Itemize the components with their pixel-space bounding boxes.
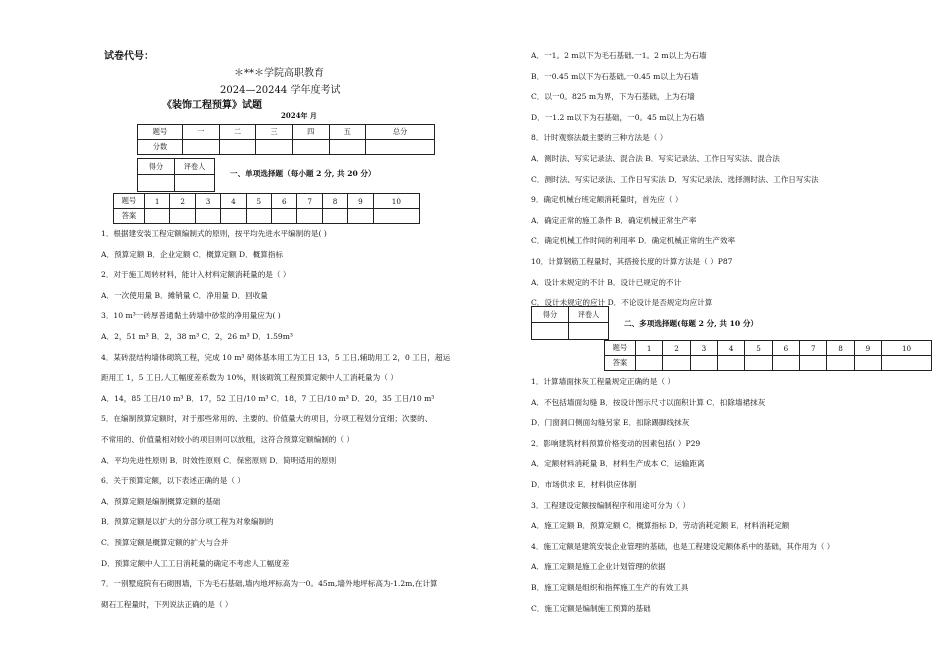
question-line: D．一1.2 m以下为石基础，一0。45 m以上为石墙 [531, 112, 705, 122]
question-line: 8．计时观察法最主要的三种方法是（ ） [531, 133, 668, 143]
question-line: 10．计算钢筋工程量时，其搭接长度的计算方法是（ ）P87 [531, 257, 733, 266]
answer-input-cell[interactable] [882, 356, 932, 371]
answer-cell: 5 [246, 194, 271, 209]
score-cell: 四 [292, 125, 329, 140]
question-line: A．14，85 工日/10 m³ B．17，52 工日/10 m³ C．18，7 工日/10 m³ D．20，35 工日/10 m³ [101, 393, 435, 403]
answer-input-cell[interactable] [745, 356, 772, 371]
question-line: A．一次使用量 B．摊销量 C．净用量 D．回收量 [101, 290, 268, 300]
grader-label: 得分 [532, 307, 569, 323]
question-line: C．设计未规定的应计 D．不论设计是否规定均应计算 [531, 298, 713, 308]
score-input-cell[interactable] [366, 140, 435, 155]
answer-cell: 4 [221, 194, 246, 209]
answer-input-cell[interactable] [827, 356, 854, 371]
answer-input-cell[interactable] [373, 209, 419, 224]
answer-input-cell[interactable] [800, 356, 827, 371]
score-cell: 题号 [138, 125, 183, 140]
answer-table-2 [604, 340, 932, 371]
answer-table-1 [113, 193, 420, 224]
answer-table-answer-row [605, 356, 932, 371]
question-line: C．施工定额是编制施工预算的基础 [531, 603, 651, 613]
answer-table-header-row [114, 194, 420, 209]
answer-cell: 3 [690, 341, 717, 356]
question-line: 7．一别墅庭院有石砌围墙，下为毛石基础,墙内地坪标高为一0。45m,墙外地坪标高为-1.2m,在计算 [101, 579, 438, 589]
answer-input-cell[interactable] [246, 209, 271, 224]
grader-input-cell[interactable] [569, 323, 609, 340]
grader-label: 得分 [138, 159, 175, 175]
score-cell: 分数 [138, 140, 183, 155]
answer-cell: 7 [297, 194, 322, 209]
answer-input-cell[interactable] [718, 356, 745, 371]
answer-cell: 2 [170, 194, 195, 209]
question-line: 2．影响建筑材料预算价格变动的因素包括( ）P29 [531, 438, 701, 448]
answer-cell: 6 [272, 194, 297, 209]
question-line: 距用工 1，5 工日,人工幅度差系数为 10%，则该砌筑工程预算定额中人工消耗量为（ ） [101, 373, 398, 383]
score-input-cell[interactable] [219, 140, 256, 155]
question-line: 砌石工程量时，下列说法正确的是（ ） [101, 599, 233, 609]
answer-cell: 1 [636, 341, 663, 356]
question-line: 6．关于预算定额，以下表述正确的是（ ） [101, 476, 245, 486]
answer-input-cell[interactable] [221, 209, 246, 224]
exam-year: 2024—20244 学年度考试 [220, 85, 341, 96]
grader-box-2 [531, 306, 609, 340]
grader-input-cell[interactable] [138, 175, 175, 192]
grader-box-1 [137, 158, 215, 192]
question-line: C．确定机械工作时间的利用率 D．确定机械正常的生产效率 [531, 236, 736, 246]
answer-table-header-row [605, 341, 932, 356]
score-cell: 五 [329, 125, 366, 140]
question-line: 4．施工定额是建筑安装企业管理的基础，也是工程建设定额体系中的基础，其作用为（ ） [531, 541, 835, 551]
answer-input-cell[interactable] [772, 356, 799, 371]
question-line: 3．工程建设定额按编制程序和用途可分为（ ） [531, 500, 691, 510]
answer-cell: 1 [145, 194, 170, 209]
answer-input-cell[interactable] [170, 209, 195, 224]
answer-cell: 4 [718, 341, 745, 356]
answer-cell: 9 [854, 341, 881, 356]
score-cell: 三 [256, 125, 293, 140]
answer-input-cell[interactable] [663, 356, 690, 371]
answer-cell: 5 [745, 341, 772, 356]
answer-cell: 题号 [114, 194, 145, 209]
question-line: 1．计算墙面抹灰工程量规定正确的是（ ） [531, 377, 675, 386]
answer-input-cell[interactable] [348, 209, 373, 224]
question-line: A．一1。2 m以下为毛石基础,一1。2 m以上为石墙 [531, 51, 707, 60]
answer-cell: 2 [663, 341, 690, 356]
paper-code-label: 试卷代号： [104, 51, 154, 62]
answer-input-cell[interactable] [636, 356, 663, 371]
question-line: A．定额材料消耗量 B．材料生产成本 C．运输距离 [531, 459, 705, 469]
page-title: 《装饰工程预算》试题 [162, 100, 262, 111]
answer-cell: 答案 [114, 209, 145, 224]
score-input-cell[interactable] [183, 140, 220, 155]
question-line: C．预算定额是概算定额的扩大与合并 [101, 538, 229, 547]
exam-date: 2024年 月 [281, 111, 317, 120]
question-line: A．预算定额是编制概算定额的基础 [101, 496, 221, 506]
answer-cell: 3 [195, 194, 220, 209]
question-line: D．门窗洞口侧面勾缝另家 E．扣除踢脚线抹灰 [531, 418, 690, 428]
answer-input-cell[interactable] [854, 356, 881, 371]
question-line: 4．某砖混结构墙体砌筑工程，完成 10 m³ 砌体基本用工为工日 13，5 工日,辅助用工 2，0 工日，超运 [101, 352, 451, 362]
score-cell: 二 [219, 125, 256, 140]
answer-table-answer-row [114, 209, 420, 224]
answer-input-cell[interactable] [272, 209, 297, 224]
score-input-cell[interactable] [329, 140, 366, 155]
section1-title: 一、单项选择题（每小题 2 分, 共 20 分） [230, 169, 376, 178]
question-line: 1．根据建安装工程定额编制式的原则，按平均先进水平编制的是( ) [101, 229, 327, 238]
grader-label: 评卷人 [569, 307, 609, 323]
answer-cell: 8 [827, 341, 854, 356]
question-line: 9．确定机械台班定额消耗量时，首先应（ ） [531, 195, 683, 205]
answer-input-cell[interactable] [297, 209, 322, 224]
answer-cell: 7 [800, 341, 827, 356]
score-table [137, 124, 435, 155]
question-line: 2．对于施工周转材料，能计入材料定额消耗量的是（ ） [101, 270, 291, 280]
question-line: A．预算定额 B．企业定额 C．概算定额 D．概算指标 [101, 249, 284, 259]
question-line: A．不包括墙面勾缝 B．按设计图示尺寸以面积计算 C．扣除墙裙抹灰 [531, 397, 766, 407]
question-line: C．以一0。825 m为界，下为石基础，上为石墙 [531, 92, 695, 102]
answer-cell: 8 [322, 194, 347, 209]
question-line: B．一0.45 m以下为石基础,一0.45 m以上为石墙 [531, 71, 699, 81]
school-name: ＊**＊学院高职教育 [234, 68, 324, 79]
question-line: A．施工定额是施工企业计划管理的依据 [531, 562, 666, 572]
score-table-value-row [138, 140, 435, 155]
question-line: D．市场供求 E．材料供应体制 [531, 480, 637, 489]
answer-cell: 9 [348, 194, 373, 209]
question-line: 5．在编制预算定额时，对于那些常用的、主要的、价值量大的项目，分项工程划分宜细；次要的、 [101, 414, 433, 424]
answer-cell: 题号 [605, 341, 636, 356]
question-line: A．2，51 m³ B．2，38 m³ C．2，26 m³ D．1.59m³ [101, 332, 293, 341]
question-line: A．测时法、写实记录法、混合法 B．写实记录法、工作日写实法、混合法 [531, 154, 780, 163]
score-cell: 一 [183, 125, 220, 140]
question-line: C．测时法、写实记录法、工作日写实法 D．写实记录法、选择测时法、工作日写实法 [531, 174, 819, 184]
question-line: B．施工定额是组织和指挥施工生产的有效工具 [531, 583, 689, 592]
question-line: A．设计未规定的不计 B．设计已规定的不计 [531, 277, 682, 287]
score-cell: 总分 [366, 125, 435, 140]
answer-input-cell[interactable] [690, 356, 717, 371]
answer-cell: 10 [882, 341, 932, 356]
grader-input-cell[interactable] [532, 323, 569, 340]
answer-input-cell[interactable] [195, 209, 220, 224]
question-line: D．预算定额中人工工日消耗量的确定不考虑人工幅度差 [101, 558, 290, 568]
answer-cell: 10 [373, 194, 419, 209]
question-line: 3．10 m³一砖厚普通黏土砖墙中砂浆的净用量应为( ) [101, 311, 281, 321]
score-table-header-row [138, 125, 435, 140]
answer-cell: 答案 [605, 356, 636, 371]
section2-title: 二、多项选择题(每题 2 分, 共 10 分） [624, 319, 759, 328]
question-line: A．施工定额 B．预算定额 C．概算指标 D．劳动消耗定额 E．材料消耗定额 [531, 521, 790, 531]
answer-input-cell[interactable] [145, 209, 170, 224]
score-input-cell[interactable] [292, 140, 329, 155]
question-line: A．平均先进性原则 B．时效性原则 C．保密原则 D．简明适用的原则 [101, 455, 337, 465]
grader-label: 评卷人 [175, 159, 215, 175]
question-line: B．预算定额是以扩大的分部分项工程为对象编制的 [101, 517, 274, 527]
answer-input-cell[interactable] [322, 209, 347, 224]
grader-input-cell[interactable] [175, 175, 215, 192]
question-line: 不常用的、价值量相对较小的项目则可以放粗，这符合预算定额编制的（ ） [101, 435, 355, 444]
question-line: A．确定正常的施工条件 B．确定机械正常生产率 [531, 215, 697, 225]
answer-cell: 6 [772, 341, 799, 356]
score-input-cell[interactable] [256, 140, 293, 155]
